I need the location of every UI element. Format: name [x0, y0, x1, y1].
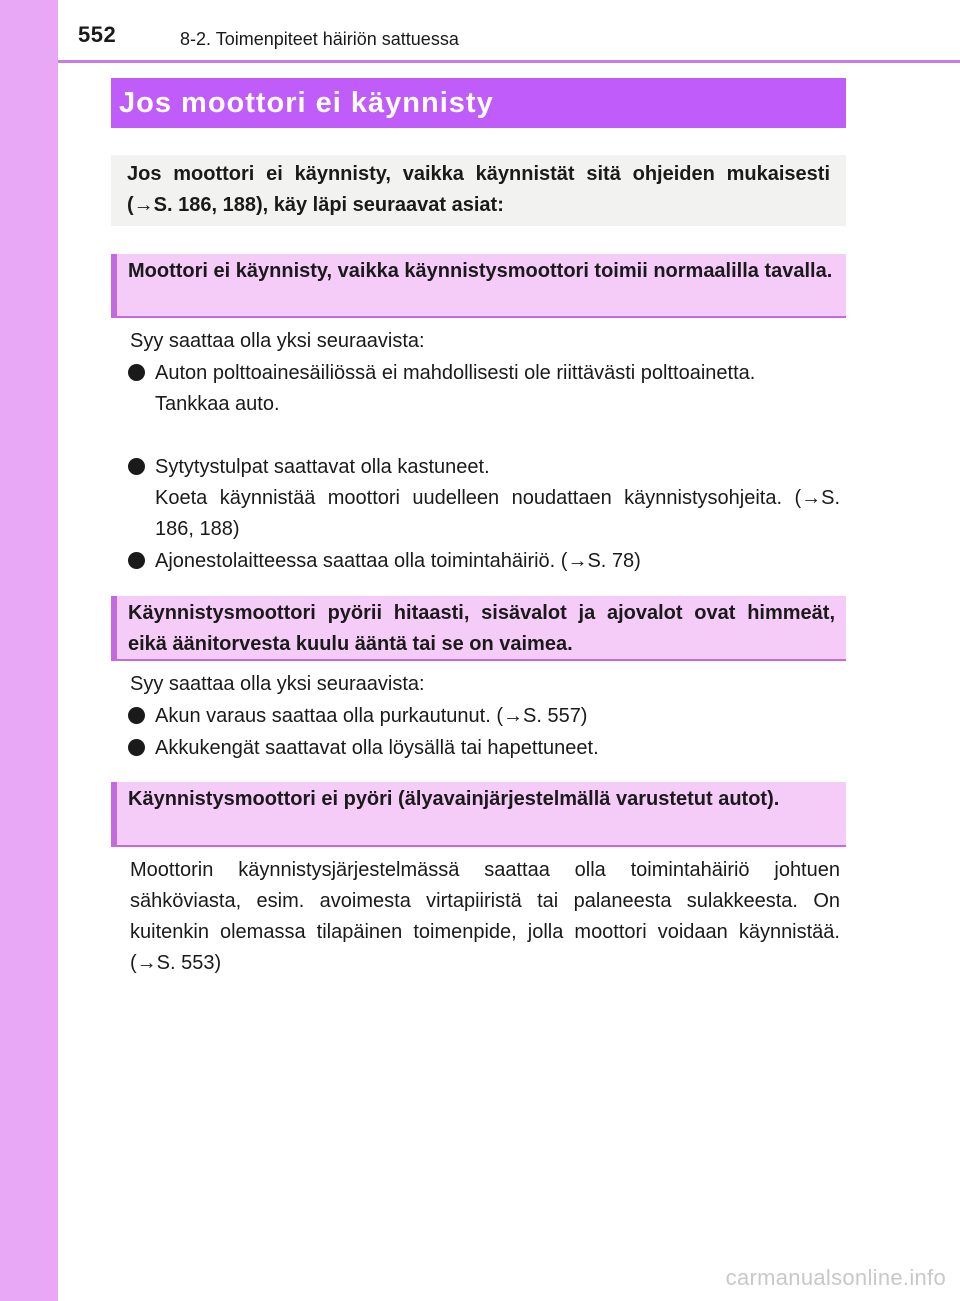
section-paragraph: Moottorin käynnistysjärjestelmässä saattaa olla toimintahäiriö johtuen sähköviasta, esim. avoimesta virtapiiristä tai palaneesta sulakkeesta. On kuitenkin olemassa tilapäinen toimenpide, jolla moottori voidaan käynnistää. (→S. 553) — [130, 859, 840, 974]
bullet-subtext: Koeta käynnistää moottori uudelleen noudattaen käynnistysohjeita. (→S. 186, 188) — [155, 487, 840, 540]
page-title: Jos moottori ei käynnisty — [119, 86, 494, 119]
subheading-starter-normal: Moottori ei käynnisty, vaikka käynnistysmoottori toimii normaalilla tavalla. — [111, 254, 846, 318]
subheading-starter-slow: Käynnistysmoottori pyörii hitaasti, sisävalot ja ajovalot ovat himmeät, eikä äänitorvesta kuulu ääntä tai se on vaimea. — [111, 596, 846, 661]
side-tab-strip — [0, 0, 58, 1301]
intro-box: Jos moottori ei käynnisty, vaikka käynnistät sitä ohjeiden mukaisesti (→S. 186, 188), käy läpi seuraavat asiat: — [111, 155, 846, 226]
bullet-icon — [128, 552, 145, 569]
bullet-text: Ajonestolaitteessa saattaa olla toimintahäiriö. (→S. 78) — [155, 550, 641, 572]
bullet-icon — [128, 364, 145, 381]
subheading-starter-not-turning: Käynnistysmoottori ei pyöri (älyavainjärjestelmällä varustetut autot). — [111, 782, 846, 847]
page-title-bar — [111, 78, 846, 128]
bullet-icon — [128, 458, 145, 475]
bullet-item — [128, 452, 840, 545]
page-number: 552 — [78, 22, 117, 47]
bullet-icon — [128, 707, 145, 724]
header-rule — [58, 60, 960, 63]
bullet-text: Sytytystulpat saattavat olla kastuneet. — [155, 456, 490, 478]
bullet-text: Akun varaus saattaa olla purkautunut. (→S. 557) — [155, 705, 588, 727]
bullet-item — [128, 546, 840, 577]
site-watermark: carmanualsonline.info — [725, 1265, 946, 1290]
bullet-text: Auton polttoainesäiliössä ei mahdollisesti ole riittävästi polttoainetta. — [155, 362, 756, 384]
bullet-item — [128, 701, 840, 732]
section-header: 8-2. Toimenpiteet häiriön sattuessa — [180, 29, 459, 49]
bullet-item — [128, 733, 840, 764]
bullet-subtext: Tankkaa auto. — [155, 393, 280, 415]
bullet-icon — [128, 739, 145, 756]
bullet-item — [128, 358, 840, 420]
bullet-text: Akkukengät saattavat olla löysällä tai hapettuneet. — [155, 737, 599, 759]
cause-lead-1: Syy saattaa olla yksi seuraavista: — [130, 330, 425, 352]
cause-lead-2: Syy saattaa olla yksi seuraavista: — [130, 673, 425, 695]
